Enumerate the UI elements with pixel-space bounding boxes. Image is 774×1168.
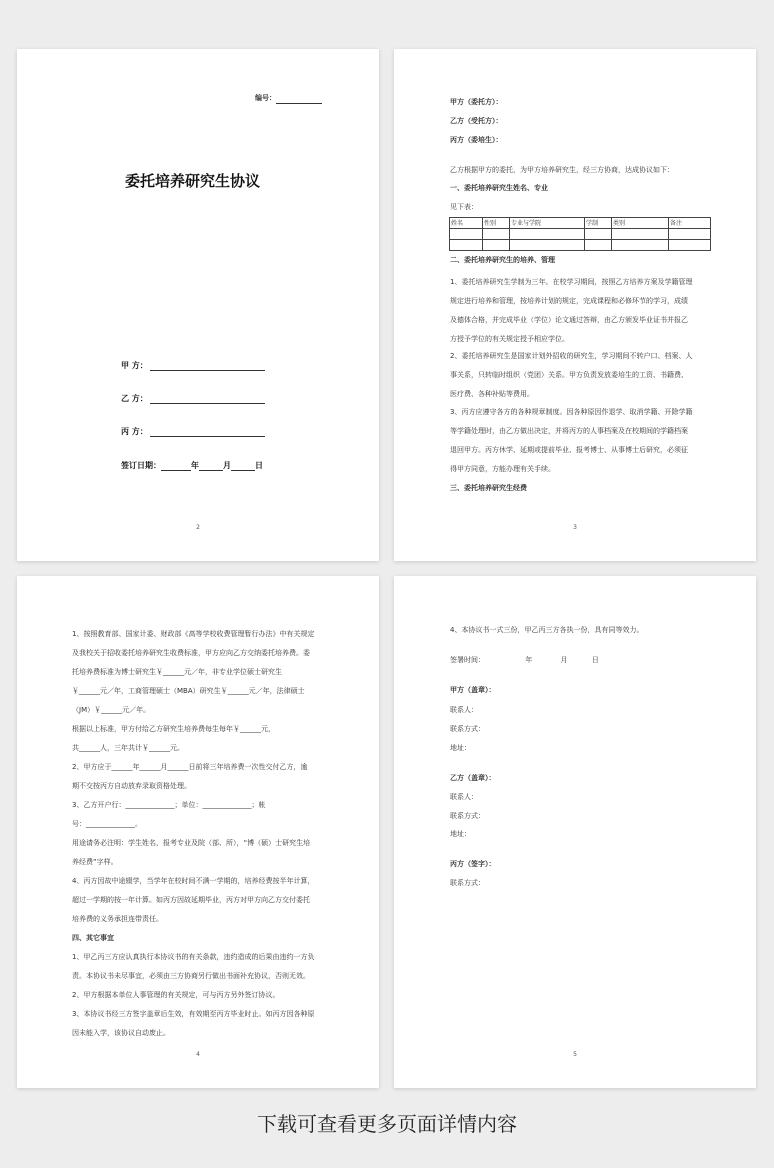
- download-more-caption: 下载可查看更多页面详情内容: [257, 1112, 517, 1136]
- paragraph-line: 方授予学位的有关规定授予相应学位。: [450, 335, 569, 343]
- text-line: 用途请务必注明：学生姓名，报考专业及院（部、所），“博（硕）士研究生培: [72, 839, 311, 847]
- day-label: 日: [255, 461, 263, 470]
- text-line: ￥______元／年，工商管理硕士（MBA）研究生￥______元／年，法律硕士: [72, 687, 305, 695]
- paragraph-line: 及德体合格，并完成毕业（学位）论文通过答辩，由乙方颁发毕业证书并报乙: [450, 316, 688, 324]
- party-a-row: [121, 360, 265, 371]
- sign-time-label: 签署时间：: [450, 656, 485, 664]
- text-line: 根据以上标准，甲方付给乙方研究生培养费每生每年￥______元，: [72, 725, 275, 733]
- see-table-text: 见下表：: [450, 203, 478, 211]
- text-line: 及我校关于招收委托培养研究生收费标准，甲方应向乙方交纳委托培养费。委: [72, 649, 310, 657]
- party-b-label: 乙方（受托方）：: [450, 117, 503, 125]
- sign-date-row: [121, 460, 263, 471]
- paragraph-2: [450, 347, 692, 404]
- sign-time-row: [450, 655, 599, 665]
- section-4-heading: 四、其它事宜: [72, 934, 114, 942]
- document-page-3: [17, 576, 379, 1088]
- sign-date-label: 签订日期：: [121, 461, 161, 470]
- document-title: 委托培养研究生协议: [125, 172, 261, 190]
- party-b-blank: [150, 394, 265, 404]
- party-c-label: 丙 方：: [121, 427, 148, 436]
- paragraph-3: [450, 403, 692, 479]
- text-line: 期不交按丙方自动放弃录取资格处理。: [72, 782, 191, 790]
- text-line: 3、本协议书经三方签字盖章后生效，有效期至丙方毕业时止。如丙方因各种原: [72, 1010, 315, 1018]
- text-line: （JM）￥______元／年。: [72, 706, 151, 714]
- page-number: 4: [196, 1051, 200, 1058]
- clause-4-text: 4、本协议书一式三份，甲乙丙三方各执一份，具有同等效力。: [450, 626, 644, 634]
- party-c-sign-label: 丙方（签字）：: [450, 860, 496, 868]
- page-number: 3: [573, 524, 577, 531]
- party-b-row: [121, 393, 265, 404]
- party-a-seal-label: 甲方（盖章）：: [450, 686, 496, 694]
- text-line: 4、丙方因故中途辍学，当学年在校时间不满一学期的，培养经费按半年计算，: [72, 877, 315, 885]
- text-line: 培养费的义务承担连带责任。: [72, 915, 163, 923]
- party-b-seal-label: 乙方（盖章）：: [450, 774, 496, 782]
- table-header-cell: 备注: [669, 218, 711, 229]
- party-a-label: 甲方（委托方）：: [450, 98, 503, 106]
- party-b-label: 乙 方：: [121, 394, 148, 403]
- paragraph-line: 得甲方同意，方能办理有关手续。: [450, 465, 555, 473]
- text-line: 2、甲方应于______年______月______日前将三年培养费一次性交付乙方，逾: [72, 763, 308, 771]
- text-line: 托培养费标准为博士研究生￥______元／年，非专业学位硕士研究生: [72, 668, 282, 676]
- text-line: 责。本协议书未尽事宜，必须由三方协商另行做出书面补充协议，否则无效。: [72, 972, 310, 980]
- paragraph-line: 2、委托培养研究生是国家计划外招收的研究生，学习期间不转户口、档案、人: [450, 352, 693, 360]
- section-2-heading: 二、委托培养研究生的培养、管理: [450, 256, 555, 264]
- party-a-label: 甲 方：: [121, 361, 148, 370]
- text-line: 2、甲方根据本单位人事管理的有关规定，可与丙方另外签订协议。: [72, 991, 280, 999]
- contact-person-label: 联系人：: [450, 793, 478, 801]
- paragraph-line: 规定进行培养和管理，按培养计划的规定，完成课程和必修环节的学习，成绩: [450, 297, 688, 305]
- serial-blank: [276, 93, 322, 104]
- paragraph-line: 1、委托培养研究生学制为三年。在校学习期间，按照乙方培养方案及学籍管理: [450, 278, 693, 286]
- page-number: 5: [573, 1051, 577, 1058]
- contact-method-label: 联系方式：: [450, 725, 485, 733]
- text-line: 号：______________。: [72, 820, 142, 828]
- serial-label: 编号：: [255, 94, 276, 102]
- table-header-cell: 专业与学院: [510, 218, 585, 229]
- document-page-cover: [17, 49, 379, 561]
- table-header-row: [450, 218, 711, 229]
- party-c-blank: [150, 427, 265, 437]
- paragraph-line: 退回甲方。丙方休学、延期或提前毕业、报考博士、从事博士后研究，必须征: [450, 446, 688, 454]
- table-header-cell: 学制: [585, 218, 612, 229]
- paragraph-line: 等学籍处理时，由乙方做出决定，并将丙方的人事档案及在校期间的学籍档案: [450, 427, 688, 435]
- text-line: 养经费”字样。: [72, 858, 118, 866]
- page-body: [72, 625, 314, 1043]
- table-header-cell: 性别: [483, 218, 510, 229]
- address-label: 地址：: [450, 744, 471, 752]
- text-line: 超过一学期的按一年计算。如丙方因故延期毕业，丙方对甲方向乙方交付委托: [72, 896, 310, 904]
- paragraph-line: 3、丙方应遵守各方的各种规章制度。因各种原因作退学、取消学籍、开除学籍: [450, 408, 693, 416]
- paragraph-1: [450, 273, 692, 349]
- day-blank: [231, 461, 255, 471]
- table-row: [450, 229, 711, 240]
- month-label: 月: [223, 461, 231, 470]
- text-line: 因未能入学，该协议自动废止。: [72, 1029, 170, 1037]
- serial-number-row: [255, 93, 322, 104]
- party-c-row: [121, 426, 265, 437]
- month-blank: [199, 461, 223, 471]
- year-blank: [161, 461, 191, 471]
- document-page-2: [394, 49, 756, 561]
- table-row: [450, 240, 711, 251]
- year-label: 年: [191, 461, 199, 470]
- paragraph-line: 事关系，只转临时组织（党团）关系。甲方负责发放委培生的工资、书籍费、: [450, 371, 688, 379]
- party-a-blank: [150, 361, 265, 371]
- contact-method-label: 联系方式：: [450, 879, 485, 887]
- party-c-label: 丙方（委培生）：: [450, 136, 503, 144]
- month-label: 月: [560, 656, 568, 664]
- student-table: [449, 217, 711, 251]
- section-3-heading: 三、委托培养研究生经费: [450, 484, 527, 492]
- table-header-cell: 类别: [612, 218, 669, 229]
- text-line: 共______人，三年共计￥______元。: [72, 744, 184, 752]
- section-1-heading: 一、委托培养研究生姓名、专业: [450, 184, 548, 192]
- contact-person-label: 联系人：: [450, 706, 478, 714]
- text-line: 1、按照教育部、国家计委、财政部《高等学校收费管理暂行办法》中有关规定: [72, 630, 315, 638]
- page-number: 2: [196, 524, 200, 531]
- paragraph-line: 医疗费、各种补贴等费用。: [450, 390, 534, 398]
- table-header-cell: 姓名: [450, 218, 483, 229]
- intro-text: 乙方根据甲方的委托，为甲方培养研究生，经三方协商，达成协议如下：: [450, 166, 674, 174]
- day-label: 日: [591, 656, 599, 664]
- document-page-4: [394, 576, 756, 1088]
- address-label: 地址：: [450, 830, 471, 838]
- text-line: 3、乙方开户行：______________；单位：______________；帐: [72, 801, 266, 809]
- text-line: 1、甲乙丙三方应认真执行本协议书的有关条款，违约造成的后果由违约一方负: [72, 953, 315, 961]
- year-label: 年: [525, 656, 533, 664]
- contact-method-label: 联系方式：: [450, 812, 485, 820]
